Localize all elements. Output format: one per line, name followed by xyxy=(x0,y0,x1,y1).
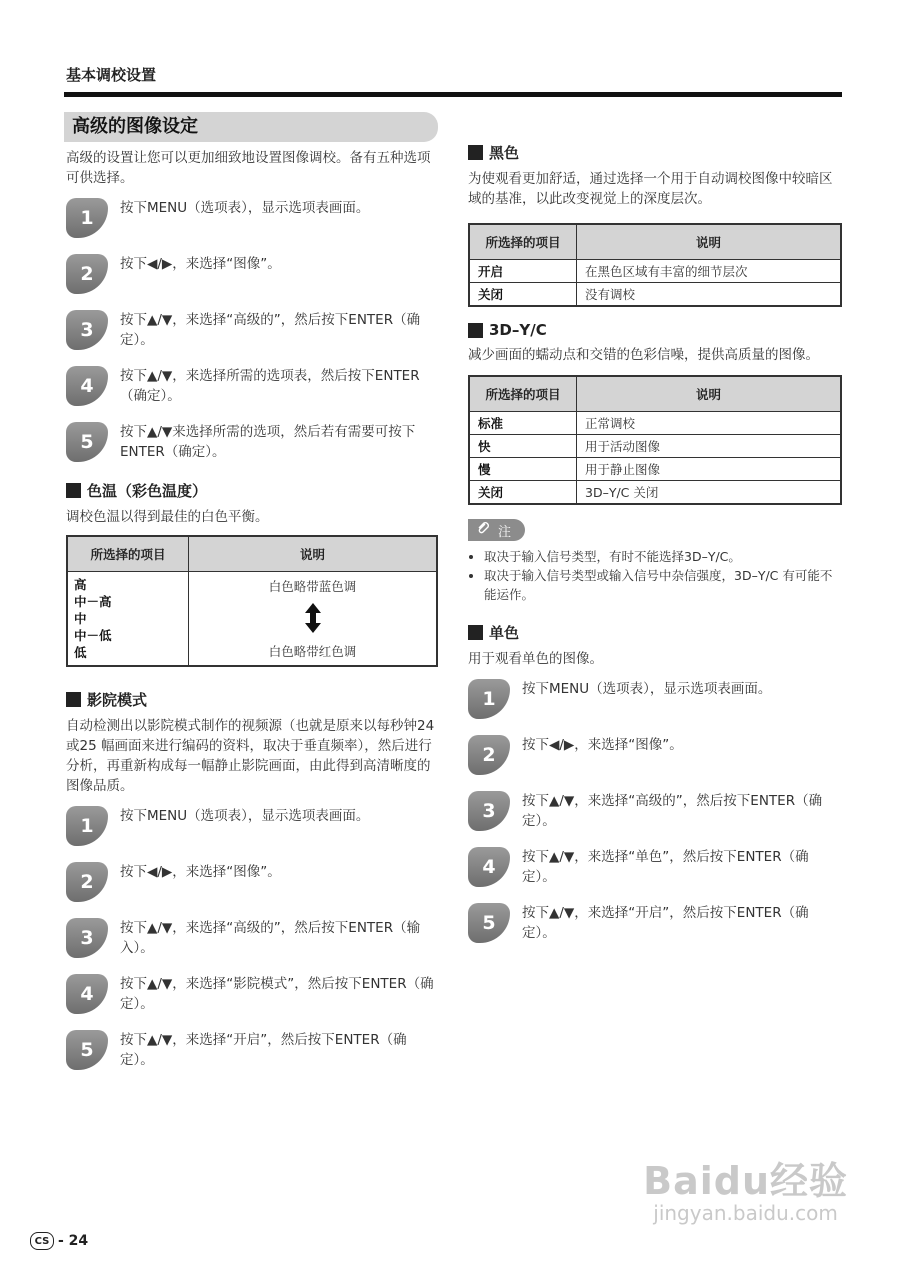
mono-heading-text: 单色 xyxy=(489,624,520,642)
cinema-desc: 自动检测出以影院模式制作的视频源（也就是原来以每秒钟24 或25 幅画面来进行编码的资料，取决于垂直频率），然后进行分析，再重新构成每一幅静止影院画面，由此得到高清晰度的图像品质。 xyxy=(66,718,435,794)
step-5 xyxy=(66,422,438,468)
temp-item: 高 xyxy=(74,577,87,592)
step-text: 按下◀/▶，来选择“图像”。 xyxy=(120,864,281,880)
step-text: 按下▲/▼，来选择“开启”，然后按下ENTER（确定）。 xyxy=(522,905,809,941)
note-item: • 取决于输入信号类型，有时不能选择3D–Y/C。 xyxy=(484,547,842,566)
table-header-item: 所选择的项目 xyxy=(469,376,577,412)
step-3 xyxy=(66,310,438,356)
black-desc: 为使观看更加舒适，通过选择一个用于自动调校图像中较暗区域的基准，以此改变视觉上的深度层次。 xyxy=(468,171,833,207)
watermark-url: jingyan.baidu.com xyxy=(653,1201,838,1225)
table-row xyxy=(469,458,841,481)
row-value: 3D–Y/C 关闭 xyxy=(577,481,842,505)
step-text: 按下MENU（选项表），显示选项表画面。 xyxy=(522,681,772,697)
step-4 xyxy=(66,366,438,412)
step-text: 按下▲/▼，来选择“高级的”，然后按下ENTER（确定）。 xyxy=(120,312,421,348)
color-temp-desc-cell xyxy=(189,572,438,667)
section-banner: 高级的图像设定 xyxy=(64,112,438,142)
step-1 xyxy=(66,198,438,244)
step-text: 按下▲/▼，来选择“单色”，然后按下ENTER（确定）。 xyxy=(522,849,809,885)
row-key: 快 xyxy=(469,435,577,458)
row-key: 开启 xyxy=(469,260,577,283)
table-header-item: 所选择的项目 xyxy=(67,536,189,572)
step-number-badge: 2 xyxy=(66,254,108,294)
row-value: 正常调校 xyxy=(577,412,842,435)
square-bullet-icon xyxy=(66,692,81,707)
step-number-badge: 4 xyxy=(66,974,108,1014)
header-divider xyxy=(64,92,842,97)
row-key: 标准 xyxy=(469,412,577,435)
yc3d-table xyxy=(468,375,842,505)
temp-desc-bottom: 白色略带红色调 xyxy=(268,644,357,659)
step-text: 按下◀/▶，来选择“图像”。 xyxy=(120,256,281,272)
table-header-desc: 说明 xyxy=(577,376,842,412)
step-number-badge: 2 xyxy=(468,735,510,775)
step-number-badge: 3 xyxy=(66,918,108,958)
step-5 xyxy=(468,903,842,949)
step-4 xyxy=(66,974,438,1020)
cs-language-badge: CS xyxy=(30,1232,54,1250)
cinema-steps xyxy=(66,806,438,1076)
step-3 xyxy=(66,918,438,964)
step-number-badge: 3 xyxy=(468,791,510,831)
cinema-heading-text: 影院模式 xyxy=(87,691,148,709)
black-table xyxy=(468,223,842,307)
yc3d-heading-text: 3D–Y/C xyxy=(489,321,547,339)
table-row xyxy=(469,435,841,458)
temp-item: 中 xyxy=(74,611,87,626)
step-text: 按下▲/▼，来选择“影院模式”，然后按下ENTER（确定）。 xyxy=(120,976,434,1012)
step-4 xyxy=(468,847,842,893)
step-number-badge: 5 xyxy=(468,903,510,943)
paperclip-icon xyxy=(476,521,490,539)
left-column xyxy=(66,112,438,1086)
baidu-watermark xyxy=(643,1150,848,1225)
temp-item: 中－低 xyxy=(74,628,112,643)
square-bullet-icon xyxy=(66,483,81,498)
intro-paragraph: 高级的设置让您可以更加细致地设置图像调校。备有五种选项可供选择。 xyxy=(66,150,431,186)
step-text: 按下MENU（选项表），显示选项表画面。 xyxy=(120,808,370,824)
note-label xyxy=(468,519,525,541)
color-temp-heading xyxy=(66,480,438,501)
step-3 xyxy=(468,791,842,837)
mono-heading xyxy=(468,622,842,643)
step-number-badge: 3 xyxy=(66,310,108,350)
step-number-badge: 1 xyxy=(66,198,108,238)
note-item: • 取决于输入信号类型或输入信号中杂信强度，3D–Y/C 有可能不能运作。 xyxy=(484,566,842,604)
up-down-arrow-icon xyxy=(195,603,430,636)
step-2 xyxy=(468,735,842,781)
row-value: 用于活动图像 xyxy=(577,435,842,458)
yc3d-heading xyxy=(468,321,842,339)
step-5 xyxy=(66,1030,438,1076)
row-key: 关闭 xyxy=(469,283,577,307)
table-row xyxy=(469,412,841,435)
temp-item: 中－高 xyxy=(74,594,112,609)
note-list xyxy=(468,547,842,604)
table-header-desc: 说明 xyxy=(189,536,438,572)
step-2 xyxy=(66,862,438,908)
section-header-title: 基本调校设置 xyxy=(66,66,157,84)
step-1 xyxy=(66,806,438,852)
mono-steps xyxy=(468,679,842,949)
advanced-steps xyxy=(66,198,438,468)
step-text: 按下▲/▼，来选择所需的选项表，然后按下ENTER（确定）。 xyxy=(120,368,420,404)
step-text: 按下▲/▼，来选择“高级的”，然后按下ENTER（确定）。 xyxy=(522,793,823,829)
table-header-item: 所选择的项目 xyxy=(469,224,577,260)
color-temp-heading-text: 色温（彩色温度） xyxy=(87,482,208,500)
row-value: 用于静止图像 xyxy=(577,458,842,481)
watermark-logo: Baidu经验 xyxy=(643,1159,848,1203)
table-header-desc: 说明 xyxy=(577,224,842,260)
mono-desc: 用于观看单色的图像。 xyxy=(468,651,603,667)
cinema-heading xyxy=(66,689,438,710)
page-footer xyxy=(30,1232,88,1250)
step-text: 按下◀/▶，来选择“图像”。 xyxy=(522,737,683,753)
black-heading xyxy=(468,142,842,163)
page-number: - 24 xyxy=(58,1233,89,1249)
square-bullet-icon xyxy=(468,625,483,640)
note-label-text: 注 xyxy=(498,524,512,540)
row-key: 慢 xyxy=(469,458,577,481)
table-row xyxy=(469,481,841,505)
step-2 xyxy=(66,254,438,300)
row-value: 在黑色区域有丰富的细节层次 xyxy=(577,260,842,283)
step-1 xyxy=(468,679,842,725)
step-text: 按下▲/▼，来选择“高级的”，然后按下ENTER（输入）。 xyxy=(120,920,421,956)
step-number-badge: 1 xyxy=(66,806,108,846)
step-number-badge: 5 xyxy=(66,1030,108,1070)
step-number-badge: 4 xyxy=(468,847,510,887)
color-temp-table xyxy=(66,535,438,667)
temp-item: 低 xyxy=(74,645,87,660)
black-heading-text: 黑色 xyxy=(489,144,520,162)
step-number-badge: 5 xyxy=(66,422,108,462)
step-number-badge: 4 xyxy=(66,366,108,406)
temp-desc-top: 白色略带蓝色调 xyxy=(268,579,357,594)
table-row xyxy=(469,260,841,283)
square-bullet-icon xyxy=(468,323,483,338)
step-number-badge: 2 xyxy=(66,862,108,902)
step-number-badge: 1 xyxy=(468,679,510,719)
color-temp-desc: 调校色温以得到最佳的白色平衡。 xyxy=(66,509,269,525)
step-text: 按下▲/▼来选择所需的选项，然后若有需要可按下ENTER（确定）。 xyxy=(120,424,416,460)
right-column xyxy=(468,142,842,959)
step-text: 按下MENU（选项表），显示选项表画面。 xyxy=(120,200,370,216)
table-row xyxy=(469,283,841,307)
square-bullet-icon xyxy=(468,145,483,160)
step-text: 按下▲/▼，来选择“开启”，然后按下ENTER（确定）。 xyxy=(120,1032,407,1068)
yc3d-desc: 减少画面的蠕动点和交错的色彩信噪，提供高质量的图像。 xyxy=(468,347,819,363)
color-temp-items-cell xyxy=(67,572,189,667)
row-key: 关闭 xyxy=(469,481,577,505)
row-value: 没有调校 xyxy=(577,283,842,307)
